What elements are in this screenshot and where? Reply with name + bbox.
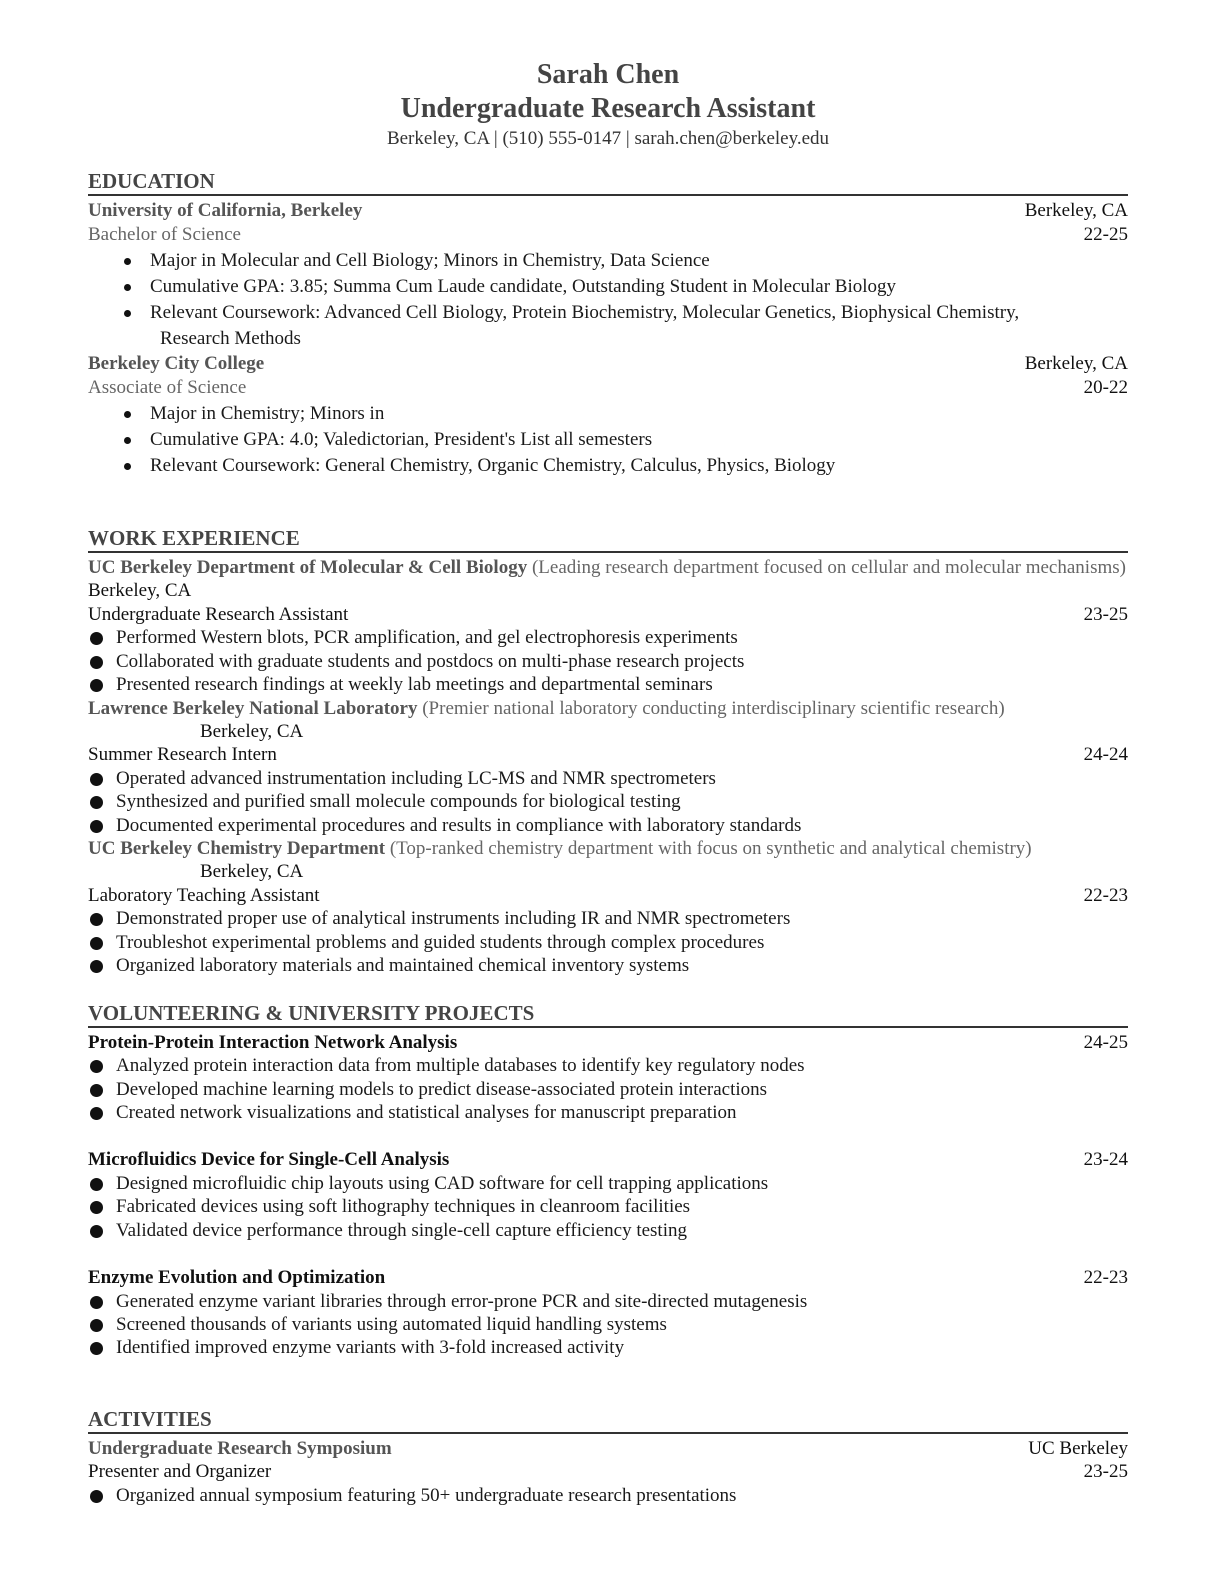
list-item: Presented research findings at weekly lab meetings and departmental seminars [116,673,1128,696]
degree: Associate of Science [88,376,247,398]
list-item: Troubleshot experimental problems and guided students through complex procedures [116,931,1128,954]
project-bullets [88,1054,1128,1124]
job-bullets [88,626,1128,696]
section-title-activities: ACTIVITIES [88,1406,1128,1434]
company-name: UC Berkeley Chemistry Department [88,838,386,860]
job-dates: 23-25 [1083,603,1128,625]
activity-entry [88,1437,1128,1507]
job-bullets [88,907,1128,977]
job-bullets [88,767,1128,837]
project-bullets [88,1290,1128,1360]
list-item: Organized laboratory materials and maintained chemical inventory systems [116,954,1128,977]
list-item: Cumulative GPA: 3.85; Summa Cum Laude candidate, Outstanding Student in Molecular Biology [150,274,1128,300]
job-location: Berkeley, CA [200,861,304,883]
activity-bullets [88,1484,1128,1507]
job-entry [88,556,1128,697]
list-item: Major in Molecular and Cell Biology; Minors in Chemistry, Data Science [150,248,1128,274]
section-title-projects: VOLUNTEERING & UNIVERSITY PROJECTS [88,1000,1128,1028]
list-item: Developed machine learning models to predict disease-associated protein interactions [116,1078,1128,1101]
project-name: Enzyme Evolution and Optimization [88,1267,386,1289]
section-title-work: WORK EXPERIENCE [88,525,1128,553]
job-entry [88,837,1128,978]
list-item: Designed microfluidic chip layouts using CAD software for cell trapping applications [116,1172,1128,1195]
candidate-name: Sarah Chen [536,59,680,90]
section-title-education: EDUCATION [88,168,1128,196]
project-dates: 22-23 [1083,1267,1128,1289]
list-item: Screened thousands of variants using automated liquid handling systems [116,1313,1128,1336]
project-bullets [88,1172,1128,1242]
list-item: Synthesized and purified small molecule compounds for biological testing [116,790,1128,813]
list-item: Major in Chemistry; Minors in [150,401,1128,427]
list-item: Identified improved enzyme variants with 3-fold increased activity [116,1336,1128,1359]
project-dates: 23-24 [1083,1149,1128,1171]
school-location: Berkeley, CA [1024,353,1128,374]
activity-role: Presenter and Organizer [88,1461,272,1483]
contact-line: Berkeley, CA | (510) 555-0147 | sarah.chen@berkeley.edu [386,128,830,149]
school-location: Berkeley, CA [1024,200,1128,221]
company-description: (Top-ranked chemistry department with focus on synthetic and analytical chemistry) [389,838,1032,860]
list-item: Collaborated with graduate students and postdocs on multi-phase research projects [116,650,1128,673]
activity-name: Undergraduate Research Symposium [88,1437,392,1459]
job-location: Berkeley, CA [88,580,192,602]
list-item [150,300,1128,352]
company-description: (Leading research department focused on cellular and molecular mechanisms) [531,557,1126,578]
education-entry [88,352,1128,479]
activity-location: UC Berkeley [1028,1437,1128,1459]
job-role: Summer Research Intern [88,744,277,766]
project-entry [88,1266,1128,1360]
project-entry [88,1031,1128,1125]
list-item: Performed Western blots, PCR amplification, and gel electrophoresis experiments [116,626,1128,649]
school-name: Berkeley City College [88,353,265,374]
degree: Bachelor of Science [88,223,241,245]
list-item: Created network visualizations and statistical analyses for manuscript preparation [116,1101,1128,1124]
education-bullets [88,248,1128,352]
activity-dates: 23-25 [1083,1461,1128,1483]
education-bullets [88,401,1128,479]
job-dates: 22-23 [1083,884,1128,906]
job-location: Berkeley, CA [200,720,304,742]
project-dates: 24-25 [1083,1031,1128,1053]
list-item-text: Relevant Coursework: Advanced Cell Biology, Protein Biochemistry, Molecular Genetics, Biophysical Chemistry, [150,302,1020,323]
education-dates: 22-25 [1083,223,1128,245]
projects-section [88,1000,1128,1360]
list-item: Fabricated devices using soft lithography techniques in cleanroom facilities [116,1195,1128,1218]
job-entry [88,697,1128,838]
list-item: Demonstrated proper use of analytical instruments including IR and NMR spectrometers [116,907,1128,930]
list-item: Analyzed protein interaction data from multiple databases to identify key regulatory nodes [116,1054,1128,1077]
list-item-continuation: Research Methods [160,328,301,349]
list-item: Organized annual symposium featuring 50+ undergraduate research presentations [116,1484,1128,1507]
project-name: Microfluidics Device for Single-Cell Analysis [88,1149,450,1171]
company-name: UC Berkeley Department of Molecular & Cell Biology [88,557,528,578]
list-item: Relevant Coursework: General Chemistry, Organic Chemistry, Calculus, Physics, Biology [150,453,1128,479]
activities-section [88,1406,1128,1507]
project-name: Protein-Protein Interaction Network Analysis [88,1031,458,1053]
school-name: University of California, Berkeley [88,200,363,221]
list-item: Generated enzyme variant libraries through error-prone PCR and site-directed mutagenesis [116,1290,1128,1313]
education-dates: 20-22 [1083,376,1128,398]
education-section [88,168,1128,479]
job-role: Undergraduate Research Assistant [88,603,349,625]
list-item: Operated advanced instrumentation including LC-MS and NMR spectrometers [116,767,1128,790]
list-item: Documented experimental procedures and results in compliance with laboratory standards [116,814,1128,837]
work-section [88,525,1128,978]
job-dates: 24-24 [1083,744,1128,766]
company-name: Lawrence Berkeley National Laboratory [88,697,418,719]
list-item: Cumulative GPA: 4.0; Valedictorian, President's List all semesters [150,427,1128,453]
resume-page [88,58,1128,1507]
list-item: Validated device performance through single-cell capture efficiency testing [116,1219,1128,1242]
project-entry [88,1148,1128,1242]
job-role: Laboratory Teaching Assistant [88,884,320,906]
resume-header [88,58,1128,152]
education-entry [88,199,1128,352]
candidate-headline: Undergraduate Research Assistant [400,93,816,124]
company-description: (Premier national laboratory conducting interdisciplinary scientific research) [422,697,1005,719]
